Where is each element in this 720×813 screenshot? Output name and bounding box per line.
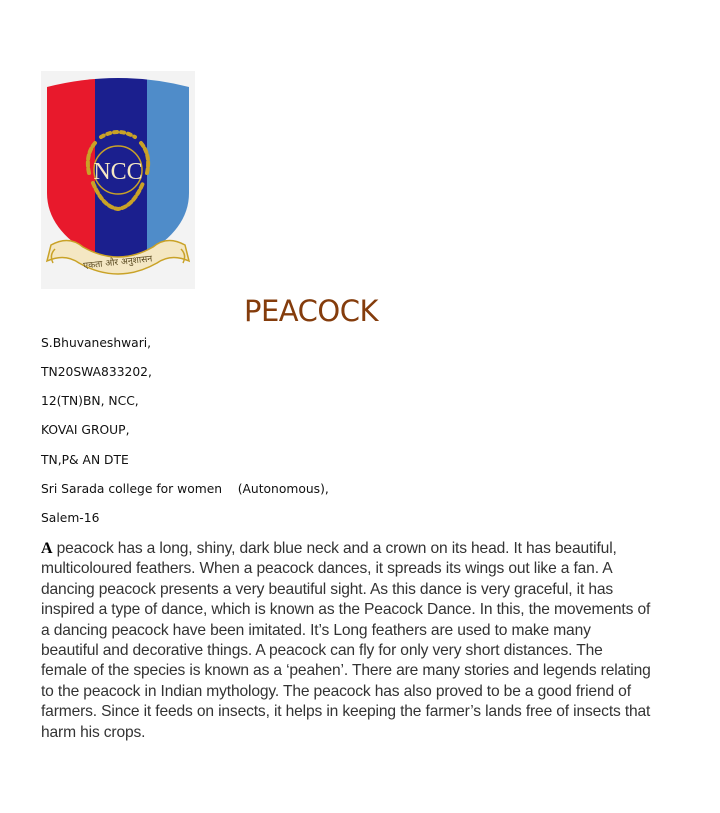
author-group: KOVAI GROUP, [41,423,130,437]
ncc-emblem-icon [41,71,195,289]
author-city: Salem-16 [41,511,100,525]
author-battalion: 12(TN)BN, NCC, [41,394,139,408]
logo-emblem-text: NCC [93,159,143,185]
essay-text: peacock has a long, shiny, dark blue neck and a crown on its head. It has beautiful, multicoloured feathers. When a peacock dances, it spreads its wings out like a fan. A dancing peacock presents a very beautiful sight. As this dance is very graceful, it has inspired a type of dance, which is known as the Peacock Dance. In this, the movements of a dancing peacock have been imitated. It’s Long feathers are used to make many beautiful and decorative things. A peacock can fly for only very short distances. The female of the species is known as a ‘peahen’. There are many stories and legends relating to the peacock in Indian mythology. The peacock has also proved to be a good friend of farmers. Since it feeds on insects, it helps in keeping the farmer’s lands free of insects that harm his crops. [41,540,651,741]
essay-dropcap: A [41,540,53,557]
author-name: S.Bhuvaneshwari, [41,336,152,350]
author-reg-number: TN20SWA833202, [41,365,152,379]
page-title: PEACOCK [244,294,378,328]
ncc-logo [41,71,195,289]
author-directorate: TN,P& AN DTE [41,453,129,467]
author-college: Sri Sarada college for women (Autonomous), [41,482,329,496]
logo-ribbon-text: एकता और अनुशासन [82,254,153,272]
essay-paragraph [41,539,651,743]
